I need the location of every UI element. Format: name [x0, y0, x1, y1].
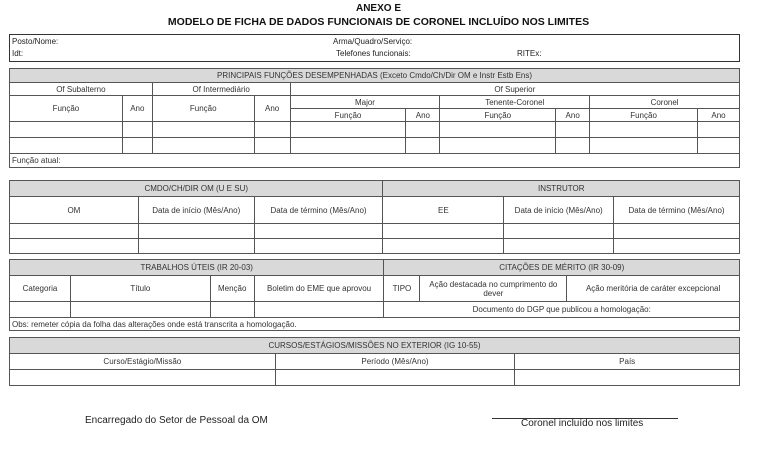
funcao-header: Função [590, 109, 698, 122]
funcao-header: Função [152, 96, 254, 122]
cmdo-data-termino-header: Data de término (Mês/Ano) [254, 197, 383, 224]
boletim-header: Boletim do EME que aprovou [254, 276, 384, 302]
tipo-header: TIPO [384, 276, 420, 302]
trabalhos-citacoes-table [9, 259, 740, 331]
acao-meritoria-header: Ação meritória de caráter excepcional [567, 276, 740, 302]
curso-header: Curso/Estágio/Missão [10, 354, 276, 370]
citacoes-heading: CITAÇÕES DE MÉRITO (IR 30-09) [384, 260, 740, 276]
mencao-header: Menção [210, 276, 254, 302]
funcao-header: Função [10, 96, 123, 122]
annex-label: ANEXO E [355, 3, 401, 14]
telefones-label: Telefones funcionais: [336, 49, 411, 58]
om-header: OM [10, 197, 139, 224]
acao-destacada-header: Ação destacada no cumprimento do dever [420, 276, 567, 302]
ano-header: Ano [406, 109, 440, 122]
ano-header: Ano [697, 109, 739, 122]
table-row [10, 239, 740, 254]
of-superior-header: Of Superior [290, 83, 739, 96]
functions-heading: PRINCIPAIS FUNÇÕES DESEMPENHADAS (Exceto Cmdo/Ch/Dir OM e Instr Estb Ens) [10, 69, 740, 83]
pais-header: País [515, 354, 740, 370]
funcao-atual-label: Função atual: [10, 154, 740, 168]
form-title: MODELO DE FICHA DE DADOS FUNCIONAIS DE CORONEL INCLUÍDO NOS LIMITES [167, 16, 590, 28]
obs-note: Obs: remeter cópia da folha das alterações onde está transcrita a homologação. [10, 318, 740, 331]
instrutor-heading: INSTRUTOR [383, 181, 740, 197]
ano-header: Ano [556, 109, 590, 122]
cmdo-data-inicio-header: Data de início (Mês/Ano) [138, 197, 254, 224]
cmdo-instrutor-table [9, 180, 740, 254]
arma-label: Arma/Quadro/Serviço: [333, 37, 413, 46]
coronel-header: Coronel [590, 96, 740, 109]
cursos-table [9, 337, 740, 386]
titulo-header: Título [70, 276, 210, 302]
tenente-coronel-header: Tenente-Coronel [440, 96, 590, 109]
categoria-header: Categoria [10, 276, 71, 302]
ano-header: Ano [122, 96, 152, 122]
of-intermediario-header: Of Intermediário [152, 83, 290, 96]
funcao-header: Função [290, 109, 406, 122]
instrutor-data-inicio-header: Data de início (Mês/Ano) [504, 197, 614, 224]
periodo-header: Período (Mês/Ano) [275, 354, 515, 370]
idt-label: Idt: [12, 49, 24, 58]
trabalhos-heading: TRABALHOS ÚTEIS (IR 20-03) [10, 260, 384, 276]
cmdo-heading: CMDO/CH/DIR OM (U E SU) [10, 181, 383, 197]
major-header: Major [290, 96, 440, 109]
posto-nome-label: Posto/Nome: [12, 37, 59, 46]
cursos-heading: CURSOS/ESTÁGIOS/MISSÕES NO EXTERIOR (IG 10-55) [10, 338, 740, 354]
functions-table [9, 68, 740, 168]
table-row [10, 370, 740, 386]
instrutor-data-termino-header: Data de término (Mês/Ano) [614, 197, 740, 224]
of-subalterno-header: Of Subalterno [10, 83, 153, 96]
signature-encarregado: Encarregado do Setor de Pessoal da OM [85, 415, 268, 426]
table-row [10, 224, 740, 239]
ee-header: EE [383, 197, 504, 224]
ritex-label: RITEx: [517, 49, 542, 58]
documento-dgp-label: Documento do DGP que publicou a homologação: [384, 302, 740, 318]
signature-coronel: Coronel incluído nos limites [521, 418, 644, 429]
ano-header: Ano [254, 96, 290, 122]
identification-box [9, 34, 740, 62]
table-row [10, 138, 740, 154]
table-row [10, 122, 740, 138]
funcao-header: Função [440, 109, 556, 122]
